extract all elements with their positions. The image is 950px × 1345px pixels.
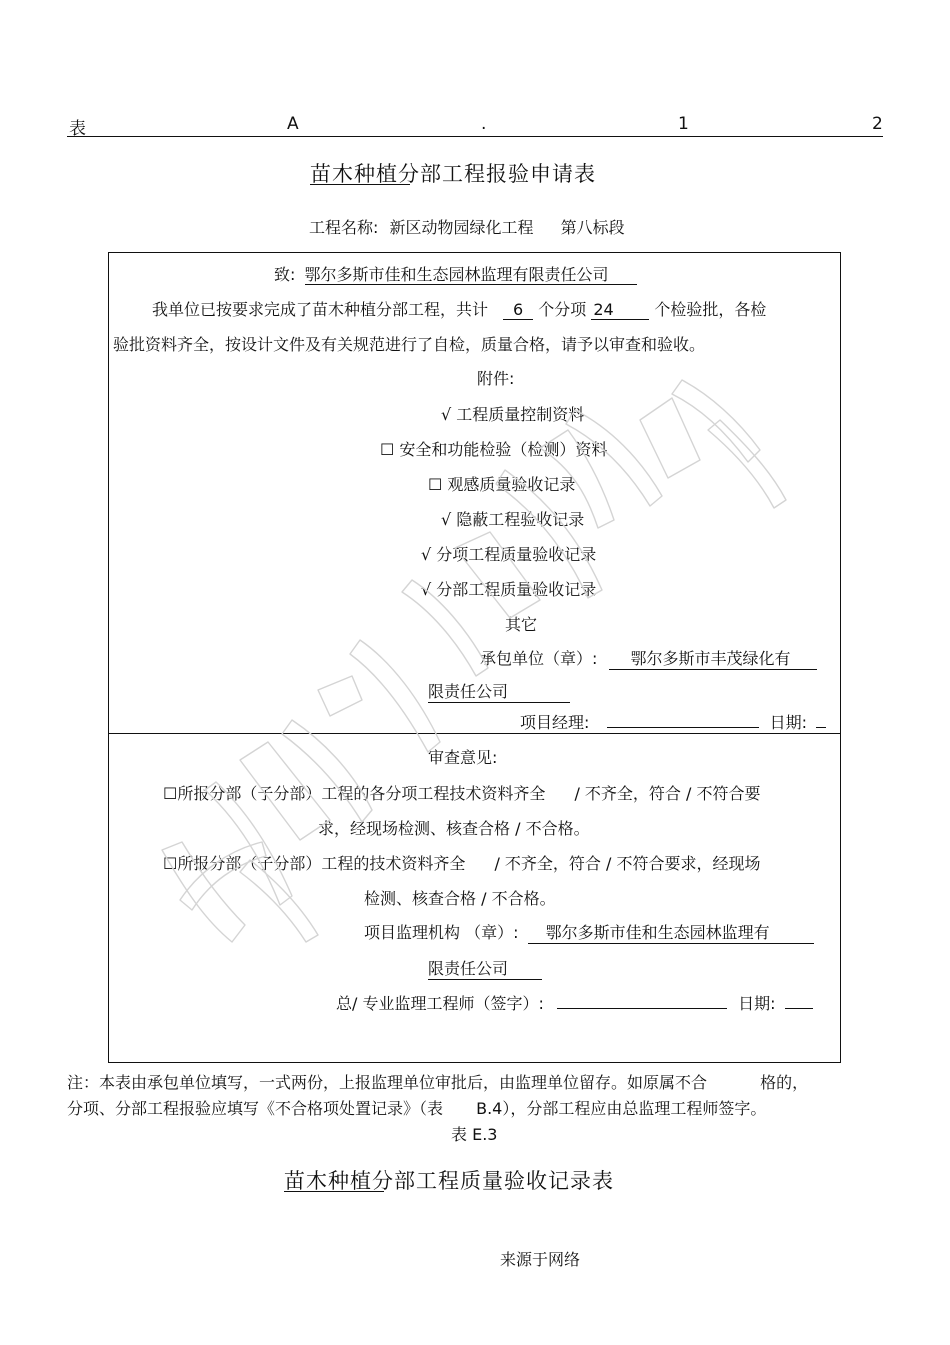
pm-date-label: 日期:	[769, 713, 807, 732]
attachment-item: √ 隐蔽工程验收记录	[441, 510, 585, 529]
supervision-org-name-cont: 限责任公司	[428, 956, 542, 980]
engineer-date-field[interactable]	[785, 992, 813, 1009]
engineer-date-label: 日期:	[738, 994, 776, 1013]
statement-line-1: 我单位已按要求完成了苗木种植分部工程，共计 6 个分项 24 个检验批，各检	[152, 300, 767, 319]
pm-label: 项目经理:	[520, 713, 590, 732]
batch-count: 24	[591, 300, 649, 320]
attachment-item: √ 分项工程质量验收记录	[421, 545, 597, 564]
review-label: 审查意见:	[428, 748, 498, 767]
contractor-label: 承包单位（章）:	[480, 649, 598, 668]
supervision-org-line	[364, 920, 814, 944]
review-line-4: 检测、核查合格 / 不合格。	[364, 889, 556, 908]
attachment-item: √ 分部工程质量验收记录	[421, 580, 597, 599]
next-table-title: 苗木种植分部工程质量验收记录表	[284, 1169, 614, 1193]
project-label: 工程名称:	[309, 218, 379, 237]
contractor-line	[480, 646, 817, 670]
statement-line-2: 验批资料齐全，按设计文件及有关规范进行了自检，质量合格，请予以审查和验收。	[113, 335, 706, 354]
attachment-item: √ 工程质量控制资料	[441, 405, 585, 424]
header-rule	[67, 136, 883, 137]
pm-date-field[interactable]	[816, 711, 826, 728]
header-char-2: A	[287, 114, 299, 134]
to-company: 鄂尔多斯市佳和生态园林监理有限责任公司	[305, 265, 637, 285]
header-char-3: .	[481, 114, 487, 134]
contractor-name-cont: 限责任公司	[428, 679, 570, 703]
to-label: 致:	[274, 265, 296, 284]
source-footer: 来源于网络	[500, 1250, 581, 1269]
project-line	[309, 215, 625, 238]
attachment-item: 其它	[505, 615, 538, 634]
header-char-1: 表	[69, 119, 86, 139]
engineer-label: 总/ 专业监理工程师（签字）:	[336, 994, 544, 1013]
pm-line	[520, 710, 826, 733]
attachment-item: ☐ 安全和功能检验（检测）资料	[380, 440, 608, 459]
title-underline	[310, 184, 410, 185]
attachments-label: 附件:	[477, 369, 515, 388]
review-line-1: ☐所报分部（子分部）工程的各分项工程技术资料齐全 / 不齐全，符合 / 不符合要	[163, 784, 761, 803]
project-name: 新区动物园绿化工程	[389, 218, 534, 237]
review-line-2: 求，经现场检测、核查合格 / 不合格。	[318, 819, 590, 838]
contractor-line-2	[428, 679, 570, 703]
header-char-5: 2	[872, 114, 883, 134]
next-table-ref: 表 E.3	[451, 1125, 498, 1144]
supervision-org-line-2	[428, 956, 542, 980]
supervision-org-label: 项目监理机构 （章）:	[364, 923, 519, 942]
engineer-signature-field[interactable]	[557, 992, 727, 1009]
next-title-underline	[284, 1191, 384, 1192]
supervision-org-name: 鄂尔多斯市佳和生态园林监理有	[528, 920, 814, 944]
subitem-count: 6	[503, 300, 533, 320]
header-char-4: 1	[678, 114, 689, 134]
pm-signature-field[interactable]	[607, 711, 759, 728]
note-line-2: 分项、分部工程报验应填写《不合格项处置记录》（表 B.4），分部工程应由总监理工程师签字。	[67, 1099, 767, 1118]
contractor-name: 鄂尔多斯市丰茂绿化有	[609, 646, 817, 670]
review-line-3: ☐所报分部（子分部）工程的技术资料齐全 / 不齐全，符合 / 不符合要求，经现场	[163, 854, 761, 873]
attachment-item: ☐ 观感质量验收记录	[428, 475, 576, 494]
to-line	[274, 262, 637, 285]
project-section: 第八标段	[560, 218, 625, 237]
form-title: 苗木种植分部工程报验申请表	[310, 162, 596, 186]
note-line-1: 注：本表由承包单位填写，一式两份，上报监理单位审批后，由监理单位留存。如原属不合 格的，	[67, 1073, 809, 1092]
engineer-line	[336, 991, 813, 1014]
